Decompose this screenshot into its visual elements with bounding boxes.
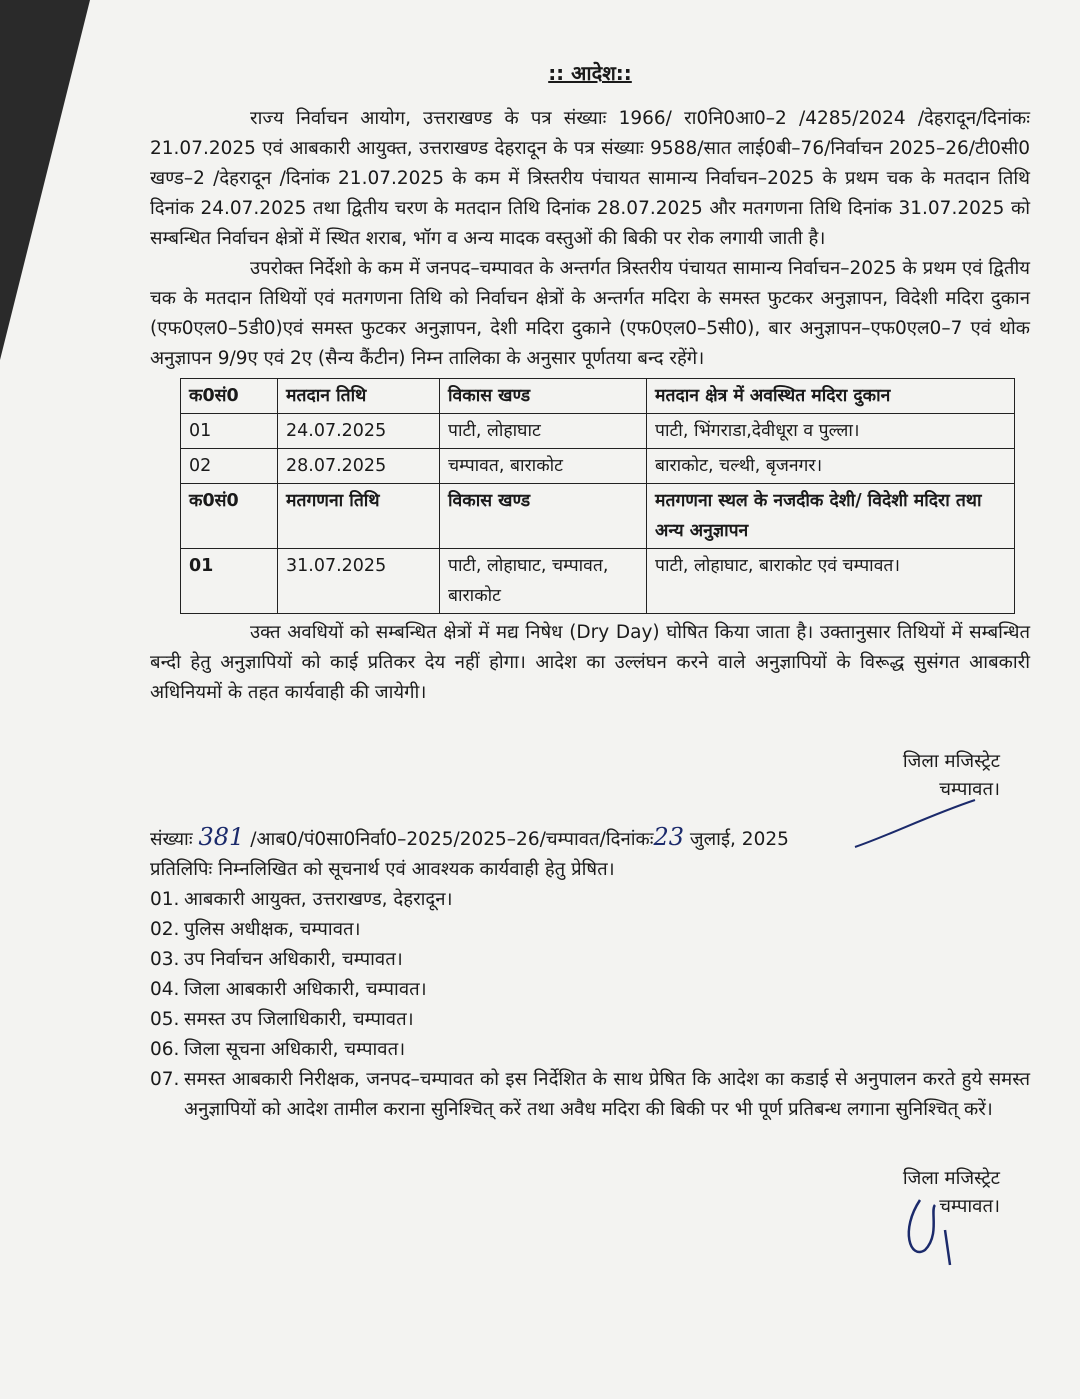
list-item: 03. उप निर्वाचन अधिकारी, चम्पावत। bbox=[150, 949, 403, 970]
copy-list bbox=[150, 885, 1030, 1125]
reference-prefix: संख्याः bbox=[150, 829, 193, 850]
table-cell: 24.07.2025 bbox=[278, 414, 440, 449]
table-cell: बाराकोट, चल्थी, बृजनगर। bbox=[647, 449, 1015, 484]
photo-shadow bbox=[0, 0, 90, 360]
reference-middle: /आब0/पं0सा0निर्वा0–2025/2025–26/चम्पावत/दिनांकः bbox=[250, 829, 654, 850]
list-item: 06. जिला सूचना अधिकारी, चम्पावत। bbox=[150, 1039, 406, 1060]
table-cell: 02 bbox=[181, 449, 278, 484]
signature-place: चम्पावत। bbox=[939, 779, 1000, 800]
table-header-cell: मतदान तिथि bbox=[278, 379, 440, 414]
signature-title: जिला मजिस्ट्रेट bbox=[902, 751, 1000, 772]
signature-place: चम्पावत। bbox=[939, 1196, 1000, 1217]
table-header-row bbox=[181, 379, 1015, 414]
table-header-cell: विकास खण्ड bbox=[440, 484, 647, 549]
paragraph-closure: उपरोक्त निर्देशो के कम में जनपद–चम्पावत के अन्तर्गत त्रिस्तरीय पंचायत सामान्य निर्वाचन–2025 के प्रथम एवं द्वितीय चक के मतदान तिथियों एवं मतगणना तिथि को निर्वाचन क्षेत्रों के अन्तर्गत मदिरा के समस्त फुटकर अनुज्ञापन, विदेशी मदिरा दुकान (एफ0एल0–5डी0)एवं समस्त फुटकर अनुज्ञापन, देशी मदिरा दुकाने (एफ0एल0–5सी0), बार अनुज्ञापन–एफ0एल0–7 एवं थोक अनुज्ञापन 9/9ए एवं 2ए (सैन्य कैंटीन) निम्न तालिका के अनुसार पूर्णतया बन्द रहेंगे। bbox=[150, 258, 1030, 369]
order-document bbox=[150, 40, 1030, 1380]
table-cell: 01 bbox=[181, 549, 278, 614]
table-header-cell: क0सं0 bbox=[181, 379, 278, 414]
table-header-cell: क0सं0 bbox=[181, 484, 278, 549]
closure-table bbox=[180, 378, 1015, 614]
table-row bbox=[181, 414, 1015, 449]
table-cell: 28.07.2025 bbox=[278, 449, 440, 484]
signature-title: जिला मजिस्ट्रेट bbox=[902, 1168, 1000, 1189]
table-cell: चम्पावत, बाराकोट bbox=[440, 449, 647, 484]
table-header-cell: मतदान क्षेत्र में अवस्थित मदिरा दुकान bbox=[647, 379, 1015, 414]
table-cell: पाटी, लोहाघाट bbox=[440, 414, 647, 449]
table-cell: 01 bbox=[181, 414, 278, 449]
table-header-cell: विकास खण्ड bbox=[440, 379, 647, 414]
signature-stroke-2 bbox=[890, 1190, 970, 1270]
table-header-row bbox=[181, 484, 1015, 549]
table-cell: 31.07.2025 bbox=[278, 549, 440, 614]
table-cell: पाटी, भिंगराडा,देवीधूरा व पुल्ला। bbox=[647, 414, 1015, 449]
table-row bbox=[181, 449, 1015, 484]
copy-intro: प्रतिलिपिः निम्नलिखित को सूचनार्थ एवं आवश्यक कार्यवाही हेतु प्रेषित। bbox=[150, 859, 615, 880]
document-heading: :: आदेश:: bbox=[548, 61, 632, 85]
table-row bbox=[181, 549, 1015, 614]
reference-day: 23 bbox=[653, 823, 684, 851]
list-item: 05. समस्त उप जिलाधिकारी, चम्पावत। bbox=[150, 1009, 414, 1030]
list-item: 04. जिला आबकारी अधिकारी, चम्पावत। bbox=[150, 979, 427, 1000]
paragraph-reference: राज्य निर्वाचन आयोग, उत्तराखण्ड के पत्र संख्याः 1966/ रा0नि0आ0–2 /4285/2024 /देहरादून/दिनांकः 21.07.2025 एवं आबकारी आयुक्त, उत्तराखण्ड देहरादून के पत्र संख्याः 9588/सात लाई0बी–76/निर्वाचन 2025–26/टी0सी0 खण्ड–2 /देहरादून /दिनांक 21.07.2025 के कम में त्रिस्तरीय पंचायत सामान्य निर्वाचन–2025 के प्रथम चक के मतदान तिथि दिनांक 24.07.2025 तथा द्वितीय चरण के मतदान तिथि दिनांक 28.07.2025 और मतगणना तिथि दिनांक 31.07.2025 को सम्बन्धित निर्वाचन क्षेत्रों में स्थित शराब, भॉग व अन्य मादक वस्तुओं की बिकी पर रोक लगायी जाती है। bbox=[150, 108, 1030, 249]
table-header-cell: मतगणना स्थल के नजदीक देशी/ विदेशी मदिरा तथा अन्य अनुज्ञापन bbox=[647, 484, 1015, 549]
signature-stroke-1 bbox=[850, 795, 980, 855]
table-cell: पाटी, लोहाघाट, चम्पावत, बाराकोट bbox=[440, 549, 647, 614]
list-item: 02. पुलिस अधीक्षक, चम्पावत। bbox=[150, 919, 361, 940]
table-cell: पाटी, लोहाघाट, बाराकोट एवं चम्पावत। bbox=[647, 549, 1015, 614]
reference-number: 381 bbox=[198, 823, 245, 851]
signature-block-2 bbox=[150, 1165, 1000, 1221]
table-header-cell: मतगणना तिथि bbox=[278, 484, 440, 549]
reference-suffix: जुलाई, 2025 bbox=[689, 829, 789, 850]
paragraph-dry-day: उक्त अवधियों को सम्बन्धित क्षेत्रों में मद्य निषेध (Dry Day) घोषित किया जाता है। उक्तानुसार तिथियों में सम्बन्धित बन्दी हेतु अनुज्ञापियों को काई प्रतिकर देय नहीं होगा। आदेश का उल्लंघन करने वाले अनुज्ञापियों के विरूद्ध सुसंगत आबकारी अधिनियमों के तहत कार्यवाही की जायेगी। bbox=[150, 622, 1030, 703]
list-item: 07. समस्त आबकारी निरीक्षक, जनपद–चम्पावत को इस निर्देशित के साथ प्रेषित कि आदेश का कडाई से अनुपालन करते हुये समस्त अनुज्ञापियों को आदेश तामील कराना सुनिश्चित् करें तथा अवैध मदिरा की बिकी पर भी पूर्ण प्रतिबन्ध लगाना सुनिश्चित् करें। bbox=[150, 1069, 1030, 1120]
list-item: 01. आबकारी आयुक्त, उत्तराखण्ड, देहरादून। bbox=[150, 889, 453, 910]
